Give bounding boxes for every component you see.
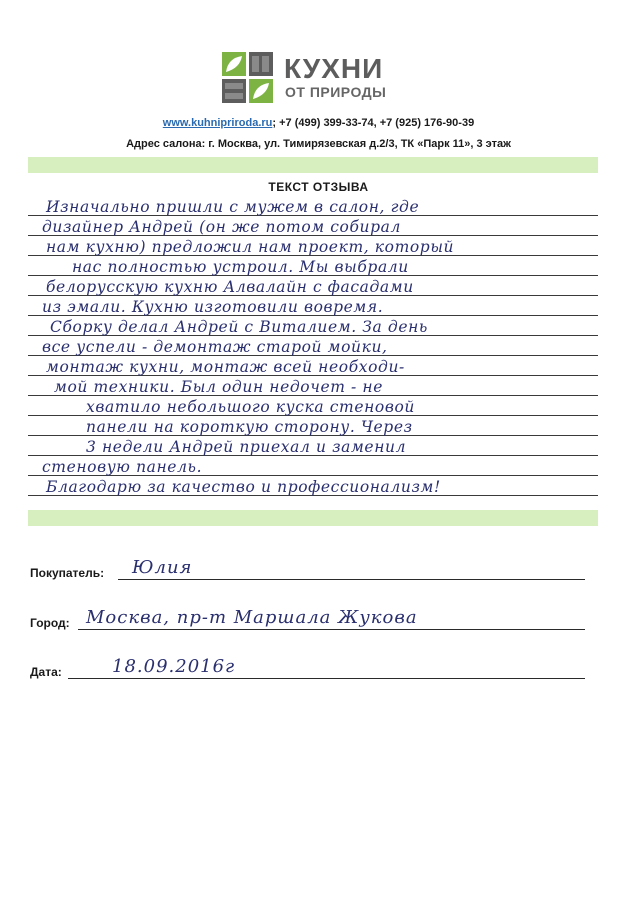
- brand-logo: [222, 48, 422, 108]
- city-label: Город:: [30, 616, 70, 630]
- phone-numbers: ; +7 (499) 399-33-74, +7 (925) 176-90-39: [272, 117, 475, 129]
- website-link[interactable]: www.kuhnipriroda.ru: [162, 117, 273, 129]
- review-heading: ТЕКСТ ОТЗЫВА: [268, 180, 369, 194]
- review-handwritten-line: панели на короткую сторону. Через: [86, 418, 413, 436]
- review-handwritten-line: нас полностью устроил. Мы выбрали: [72, 258, 409, 276]
- review-handwritten-line: нам кухню) предложил нам проект, который: [46, 238, 455, 256]
- review-handwritten-line: Сборку делал Андрей с Виталием. За день: [50, 318, 428, 336]
- buyer-underline: [118, 579, 585, 580]
- buyer-field: [30, 556, 585, 580]
- review-handwritten-line: 3 недели Андрей приехал и заменил: [86, 438, 407, 456]
- review-handwritten-line: дизайнер Андрей (он же потом собирал: [42, 218, 401, 236]
- review-handwritten-line: все успели - демонтаж старой мойки,: [42, 338, 388, 356]
- brand-subtitle: ОТ ПРИРОДЫ: [285, 84, 387, 100]
- bottom-green-band: [28, 510, 598, 526]
- review-text-area: [28, 197, 598, 497]
- salon-address: Адрес салона: г. Москва, ул. Тимирязевская д.2/3, ТК «Парк 11», 3 этаж: [126, 138, 511, 150]
- city-underline: [78, 629, 585, 630]
- review-handwritten-line: хватило небольшого куска стеновой: [86, 398, 415, 416]
- buyer-value: Юлия: [132, 557, 193, 578]
- buyer-label: Покупатель:: [30, 566, 105, 580]
- date-underline: [68, 678, 585, 679]
- review-handwritten-line: стеновую панель.: [42, 458, 203, 476]
- review-handwritten-line: белорусскую кухню Алвалайн с фасадами: [46, 278, 414, 296]
- contact-line: [0, 116, 637, 130]
- top-green-band: [28, 157, 598, 173]
- review-handwritten-line: монтаж кухни, монтаж всей необходи-: [46, 358, 405, 376]
- date-value: 18.09.2016г: [112, 656, 236, 677]
- review-handwritten-line: мой техники. Был один недочет - не: [54, 378, 383, 396]
- review-handwritten-line: Благодарю за качество и профессионализм!: [46, 478, 441, 496]
- date-label: Дата:: [30, 665, 62, 679]
- review-handwritten-line: из эмали. Кухню изготовили вовремя.: [42, 298, 384, 316]
- review-handwritten-line: Изначально пришли с мужем в салон, где: [46, 198, 420, 216]
- city-value: Москва, пр-т Маршала Жукова: [86, 607, 418, 628]
- city-field: [30, 606, 585, 630]
- brand-name: КУХНИ: [284, 53, 384, 84]
- date-field: [30, 655, 585, 679]
- kitchen-leaf-logo-icon: [222, 52, 274, 104]
